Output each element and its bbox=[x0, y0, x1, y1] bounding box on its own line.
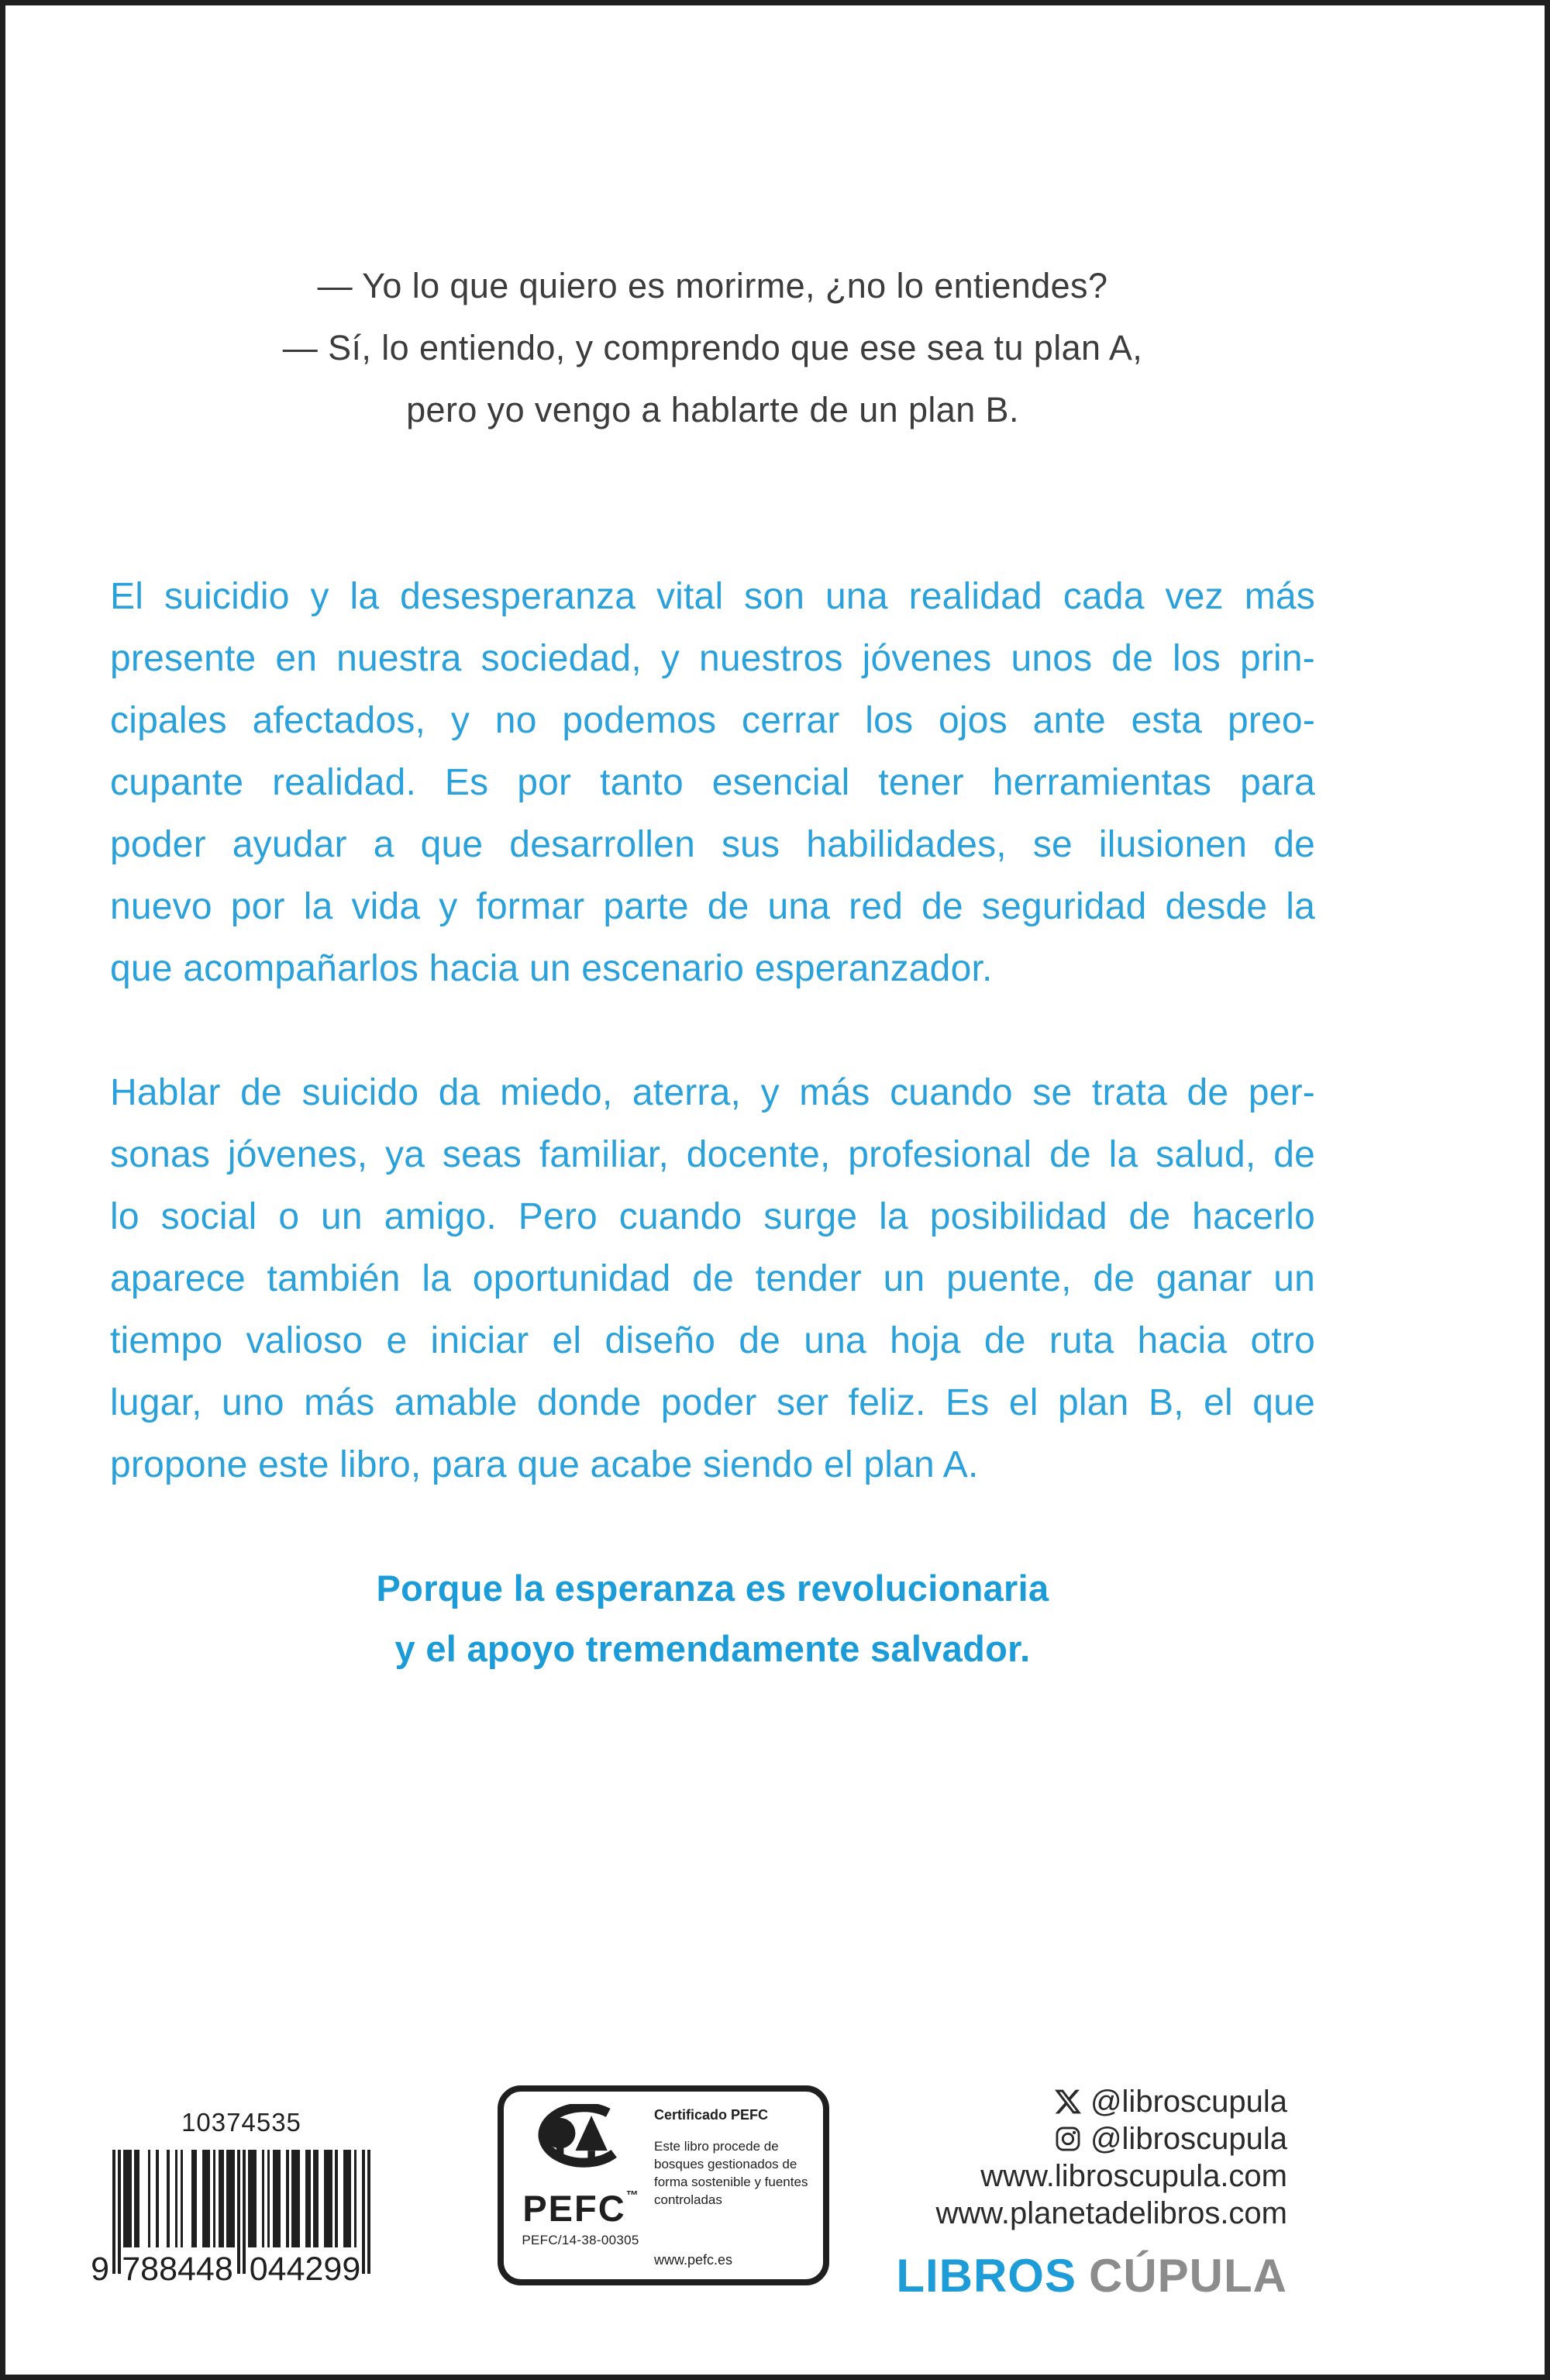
text-line: Porque la esperanza es revolucionaria bbox=[376, 1568, 1049, 1609]
x-handle-row bbox=[853, 2083, 1287, 2120]
product-code: 10374535 bbox=[181, 2108, 301, 2137]
publisher-logo bbox=[853, 2252, 1287, 2300]
text-line: Hablar de suicido da miedo, aterra, y más cuando se trata de per- bbox=[110, 1072, 1315, 1113]
ean-digits-right: 044299 bbox=[249, 2251, 361, 2288]
text-line: sonas jóvenes, ya seas familiar, docente, profesional de la salud, de bbox=[110, 1134, 1315, 1175]
text-line: lo social o un amigo. Pero cuando surge la posibilidad de hacerlo bbox=[110, 1196, 1315, 1237]
trademark-symbol: ™ bbox=[625, 2189, 639, 2202]
x-logo-icon bbox=[1055, 2089, 1081, 2115]
text-line: poder ayudar a que desarrollen sus habilidades, se ilusionen de bbox=[110, 824, 1315, 865]
pefc-text-block bbox=[654, 2104, 809, 2268]
text-line: — Yo lo que quiero es morirme, ¿no lo entiendes? bbox=[317, 266, 1108, 305]
text-line: tiempo valioso e iniciar el diseño de una hoja de ruta hacia otro bbox=[110, 1320, 1315, 1361]
pefc-cert-title: Certificado PEFC bbox=[654, 2107, 769, 2123]
text-line: lugar, uno más amable donde poder ser feliz. Es el plan B, el que bbox=[110, 1382, 1315, 1423]
opening-quote bbox=[110, 255, 1315, 441]
pefc-url: www.pefc.es bbox=[654, 2252, 733, 2268]
tagline bbox=[110, 1558, 1315, 1679]
text-line: pero yo vengo a hablarte de un plan B. bbox=[406, 390, 1019, 429]
text-line: — Sí, lo entiendo, y comprendo que ese sea tu plan A, bbox=[282, 328, 1143, 367]
synopsis-paragraph-2 bbox=[110, 1062, 1315, 1496]
text-line: presente en nuestra sociedad, y nuestros jóvenes unos de los prin- bbox=[110, 638, 1315, 679]
text-line: El suicidio y la desesperanza vital son una realidad cada vez más bbox=[110, 576, 1315, 617]
social-block bbox=[853, 2083, 1287, 2300]
ean-digit-first: 9 bbox=[91, 2251, 109, 2288]
text-line: cipales afectados, y no podemos cerrar los ojos ante esta preo- bbox=[110, 700, 1315, 741]
website-planetadelibros: www.planetadelibros.com bbox=[935, 2196, 1287, 2230]
pefc-license-number: PEFC/14-38-00305 bbox=[522, 2233, 639, 2247]
ean-barcode bbox=[83, 2150, 377, 2305]
ean-digits-left: 788448 bbox=[122, 2251, 233, 2288]
pefc-trees-icon bbox=[519, 2104, 642, 2177]
instagram-handle: @libroscupula bbox=[1090, 2122, 1287, 2156]
pefc-logo-block bbox=[519, 2104, 642, 2268]
text-line: propone este libro, para que acabe siendo el plan A. bbox=[110, 1444, 979, 1485]
text-line: nuevo por la vida y formar parte de una red de seguridad desde la bbox=[110, 886, 1315, 927]
website-libroscupula: www.libroscupula.com bbox=[980, 2159, 1287, 2193]
pefc-certificate bbox=[498, 2085, 829, 2285]
x-handle: @libroscupula bbox=[1090, 2085, 1287, 2119]
pefc-wordmark: PEFC™ bbox=[522, 2188, 639, 2229]
text-line: aparece también la oportunidad de tender un puente, de ganar un bbox=[110, 1258, 1315, 1299]
text-line: cupante realidad. Es por tanto esencial tener herramientas para bbox=[110, 762, 1315, 803]
synopsis-paragraph-1 bbox=[110, 566, 1315, 1000]
instagram-icon bbox=[1055, 2126, 1081, 2152]
publisher-logo-libros: LIBROS bbox=[896, 2250, 1076, 2302]
text-line: y el apoyo tremendamente salvador. bbox=[394, 1628, 1031, 1669]
pefc-cert-text: Este libro procede de bosques gestionados de forma sostenible y fuentes controladas bbox=[654, 2139, 808, 2207]
publisher-logo-cupula: CÚPULA bbox=[1089, 2250, 1287, 2302]
instagram-handle-row bbox=[853, 2120, 1287, 2158]
text-line: que acompañarlos hacia un escenario esperanzador. bbox=[110, 948, 993, 989]
barcode-block bbox=[83, 2108, 377, 2305]
